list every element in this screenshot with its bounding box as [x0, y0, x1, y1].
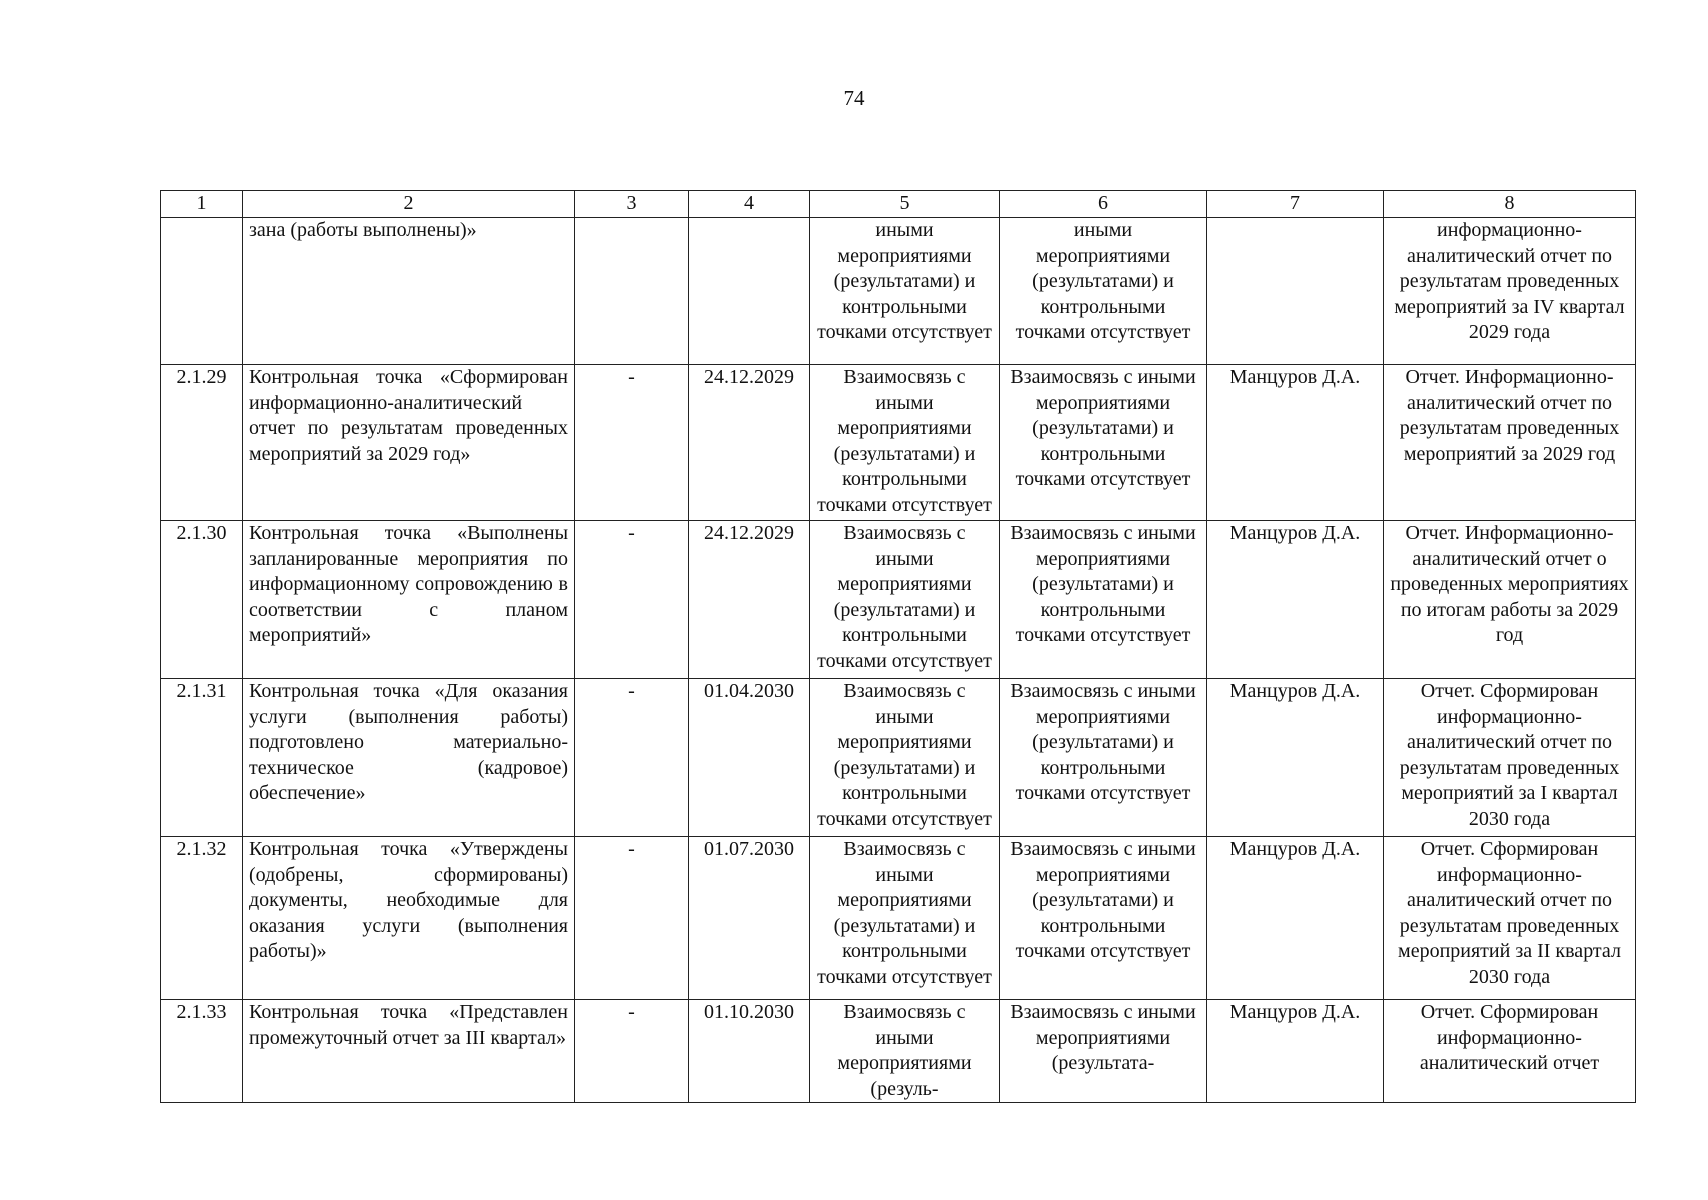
deadline-date: 24.12.2029	[689, 365, 810, 521]
successor-links: Взаимосвязь с иными мероприятиями (результатами) и контрольными точками отсутствует	[1000, 679, 1207, 837]
column-header: 3	[575, 191, 689, 218]
column-3-value: -	[575, 679, 689, 837]
column-3-value: -	[575, 365, 689, 521]
result-document: Отчет. Сформирован информационно-аналитический отчет по результатам проведенных мероприятий за I квартал 2030 года	[1384, 679, 1636, 837]
control-point-title: зана (работы выполнены)»	[243, 218, 575, 365]
control-point-title: Контрольная точка «Представлен промежуточный отчет за III квартал»	[243, 1000, 575, 1103]
table-row	[161, 365, 1636, 521]
column-header: 6	[1000, 191, 1207, 218]
page-number: 74	[843, 86, 865, 110]
row-number: 2.1.33	[161, 1000, 243, 1103]
column-3-value: -	[575, 521, 689, 679]
column-3-value: -	[575, 837, 689, 1000]
predecessor-links: Взаимосвязь с иными мероприятиями (результатами) и контрольными точками отсутствует	[810, 365, 1000, 521]
deadline-date	[689, 218, 810, 365]
deadline-date: 24.12.2029	[689, 521, 810, 679]
column-3-value: -	[575, 1000, 689, 1103]
predecessor-links: Взаимосвязь с иными мероприятиями (резуль-	[810, 1000, 1000, 1103]
row-number	[161, 218, 243, 365]
table-row	[161, 837, 1636, 1000]
successor-links: Взаимосвязь с иными мероприятиями (результата-	[1000, 1000, 1207, 1103]
predecessor-links: иными мероприятиями (результатами) и контрольными точками отсутствует	[810, 218, 1000, 365]
responsible-person: Манцуров Д.А.	[1207, 679, 1384, 837]
table-row	[161, 679, 1636, 837]
table-row	[161, 1000, 1636, 1103]
successor-links: Взаимосвязь с иными мероприятиями (результатами) и контрольными точками отсутствует	[1000, 365, 1207, 521]
row-number: 2.1.29	[161, 365, 243, 521]
column-header: 2	[243, 191, 575, 218]
column-header: 7	[1207, 191, 1384, 218]
column-header: 1	[161, 191, 243, 218]
control-point-title: Контрольная точка «Для оказания услуги (выполнения работы) подготовлено материально-техническое (кадровое) обеспечение»	[243, 679, 575, 837]
row-number: 2.1.32	[161, 837, 243, 1000]
column-number-row	[161, 191, 1636, 218]
row-number: 2.1.30	[161, 521, 243, 679]
control-point-title: Контрольная точка «Сформирован информационно-аналитический отчет по результатам проведенных мероприятий за 2029 год»	[243, 365, 575, 521]
deadline-date: 01.04.2030	[689, 679, 810, 837]
result-document: Отчет. Информационно-аналитический отчет по результатам проведенных мероприятий за 2029 год	[1384, 365, 1636, 521]
row-number: 2.1.31	[161, 679, 243, 837]
responsible-person	[1207, 218, 1384, 365]
column-3-value	[575, 218, 689, 365]
table-row	[161, 521, 1636, 679]
predecessor-links: Взаимосвязь с иными мероприятиями (результатами) и контрольными точками отсутствует	[810, 837, 1000, 1000]
column-header: 5	[810, 191, 1000, 218]
column-header: 4	[689, 191, 810, 218]
result-document: Отчет. Сформирован информационно-аналитический отчет по результатам проведенных мероприятий за II квартал 2030 года	[1384, 837, 1636, 1000]
column-header: 8	[1384, 191, 1636, 218]
responsible-person: Манцуров Д.А.	[1207, 837, 1384, 1000]
result-document: Отчет. Информационно-аналитический отчет о проведенных мероприятиях по итогам работы за 2029 год	[1384, 521, 1636, 679]
successor-links: Взаимосвязь с иными мероприятиями (результатами) и контрольными точками отсутствует	[1000, 521, 1207, 679]
successor-links: Взаимосвязь с иными мероприятиями (результатами) и контрольными точками отсутствует	[1000, 837, 1207, 1000]
predecessor-links: Взаимосвязь с иными мероприятиями (результатами) и контрольными точками отсутствует	[810, 679, 1000, 837]
result-document: информационно-аналитический отчет по результатам проведенных мероприятий за IV квартал 2029 года	[1384, 218, 1636, 365]
responsible-person: Манцуров Д.А.	[1207, 1000, 1384, 1103]
successor-links: иными мероприятиями (результатами) и контрольными точками отсутствует	[1000, 218, 1207, 365]
responsible-person: Манцуров Д.А.	[1207, 365, 1384, 521]
predecessor-links: Взаимосвязь с иными мероприятиями (результатами) и контрольными точками отсутствует	[810, 521, 1000, 679]
control-point-title: Контрольная точка «Выполнены запланированные мероприятия по информационному сопровождению в соответствии с планом мероприятий»	[243, 521, 575, 679]
control-point-title: Контрольная точка «Утверждены (одобрены, сформированы) документы, необходимые для оказания услуги (выполнения работы)»	[243, 837, 575, 1000]
deadline-date: 01.07.2030	[689, 837, 810, 1000]
table-row	[161, 218, 1636, 365]
responsible-person: Манцуров Д.А.	[1207, 521, 1384, 679]
deadline-date: 01.10.2030	[689, 1000, 810, 1103]
result-document: Отчет. Сформирован информационно-аналитический отчет	[1384, 1000, 1636, 1103]
control-points-table	[160, 190, 1636, 1103]
